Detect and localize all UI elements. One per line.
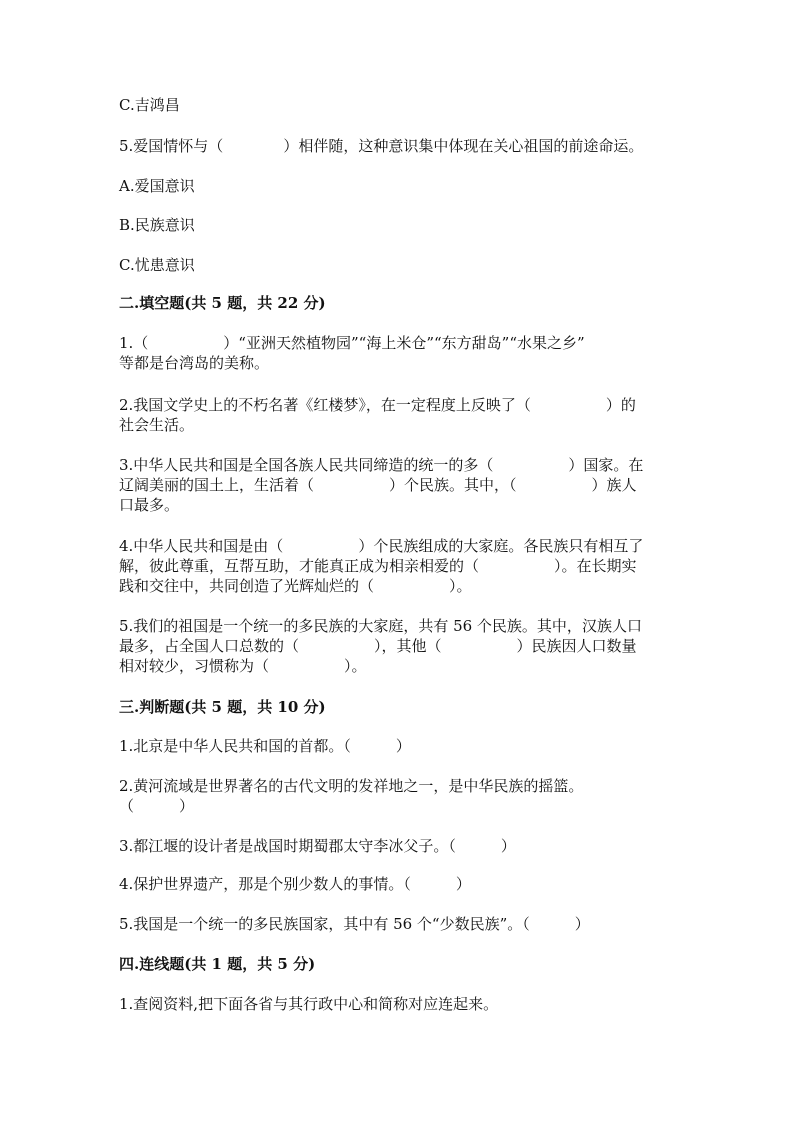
fill-q5-line1: 5.我们的祖国是一个统一的多民族的大家庭，共有 56 个民族。其中，汉族人口 <box>119 617 642 635</box>
fill-q3-line3: 口最多。 <box>119 496 180 514</box>
fill-q2-line1: 2.我国文学史上的不朽名著《红楼梦》，在一定程度上反映了（ ）的 <box>119 396 636 414</box>
fill-q2-line2: 社会生活。 <box>119 416 195 434</box>
fill-q1-line2: 等都是台湾岛的美称。 <box>119 354 270 372</box>
tf-q2-line1: 2.黄河流域是世界著名的古代文明的发祥地之一，是中华民族的摇篮。 <box>119 777 584 795</box>
tf-q1: 1.北京是中华人民共和国的首都。（ ） <box>119 737 411 755</box>
fill-q3-line2: 辽阔美丽的国土上，生活着（ ）个民族。其中，（ ）族人 <box>119 476 637 494</box>
section-heading-matching: 四.连线题(共 1 题，共 5 分) <box>119 955 316 973</box>
q5-stem: 5.爱国情怀与（ ）相伴随，这种意识集中体现在关心祖国的前途命运。 <box>119 137 644 155</box>
tf-q4: 4.保护世界遗产，那是个别少数人的事情。（ ） <box>119 875 471 893</box>
section-heading-true-false: 三.判断题(共 5 题，共 10 分) <box>119 698 326 716</box>
fill-q4-line3: 践和交往中，共同创造了光辉灿烂的（ ）。 <box>119 577 472 595</box>
q5-option-b: B.民族意识 <box>119 216 195 234</box>
section-heading-fill-blank: 二.填空题(共 5 题，共 22 分) <box>119 294 326 312</box>
fill-q4-line2: 解，彼此尊重，互帮互助，才能真正成为相亲相爱的（ ）。在长期实 <box>119 557 637 575</box>
tf-q2-line2: （ ） <box>119 797 195 815</box>
q5-option-c: C.忧患意识 <box>119 256 195 274</box>
fill-q1-line1: 1.（ ）“亚洲天然植物园”“海上米仓”“东方甜岛”“水果之乡” <box>119 334 585 352</box>
tf-q5: 5.我国是一个统一的多民族国家，其中有 56 个“少数民族”。（ ） <box>119 915 590 933</box>
tf-q3: 3.都江堰的设计者是战国时期蜀郡太守李冰父子。（ ） <box>119 837 516 855</box>
q4-option-c: C.吉鸿昌 <box>119 96 180 114</box>
fill-q4-line1: 4.中华人民共和国是由（ ）个民族组成的大家庭。各民族只有相互了 <box>119 537 644 555</box>
q5-option-a: A.爱国意识 <box>119 177 195 195</box>
fill-q3-line1: 3.中华人民共和国是全国各族人民共同缔造的统一的多（ ）国家。在 <box>119 456 644 474</box>
fill-q5-line3: 相对较少，习惯称为（ ）。 <box>119 657 367 675</box>
match-q1: 1.查阅资料,把下面各省与其行政中心和简称对应连起来。 <box>119 995 499 1013</box>
fill-q5-line2: 最多，占全国人口总数的（ ），其他（ ）民族因人口数量 <box>119 637 637 655</box>
